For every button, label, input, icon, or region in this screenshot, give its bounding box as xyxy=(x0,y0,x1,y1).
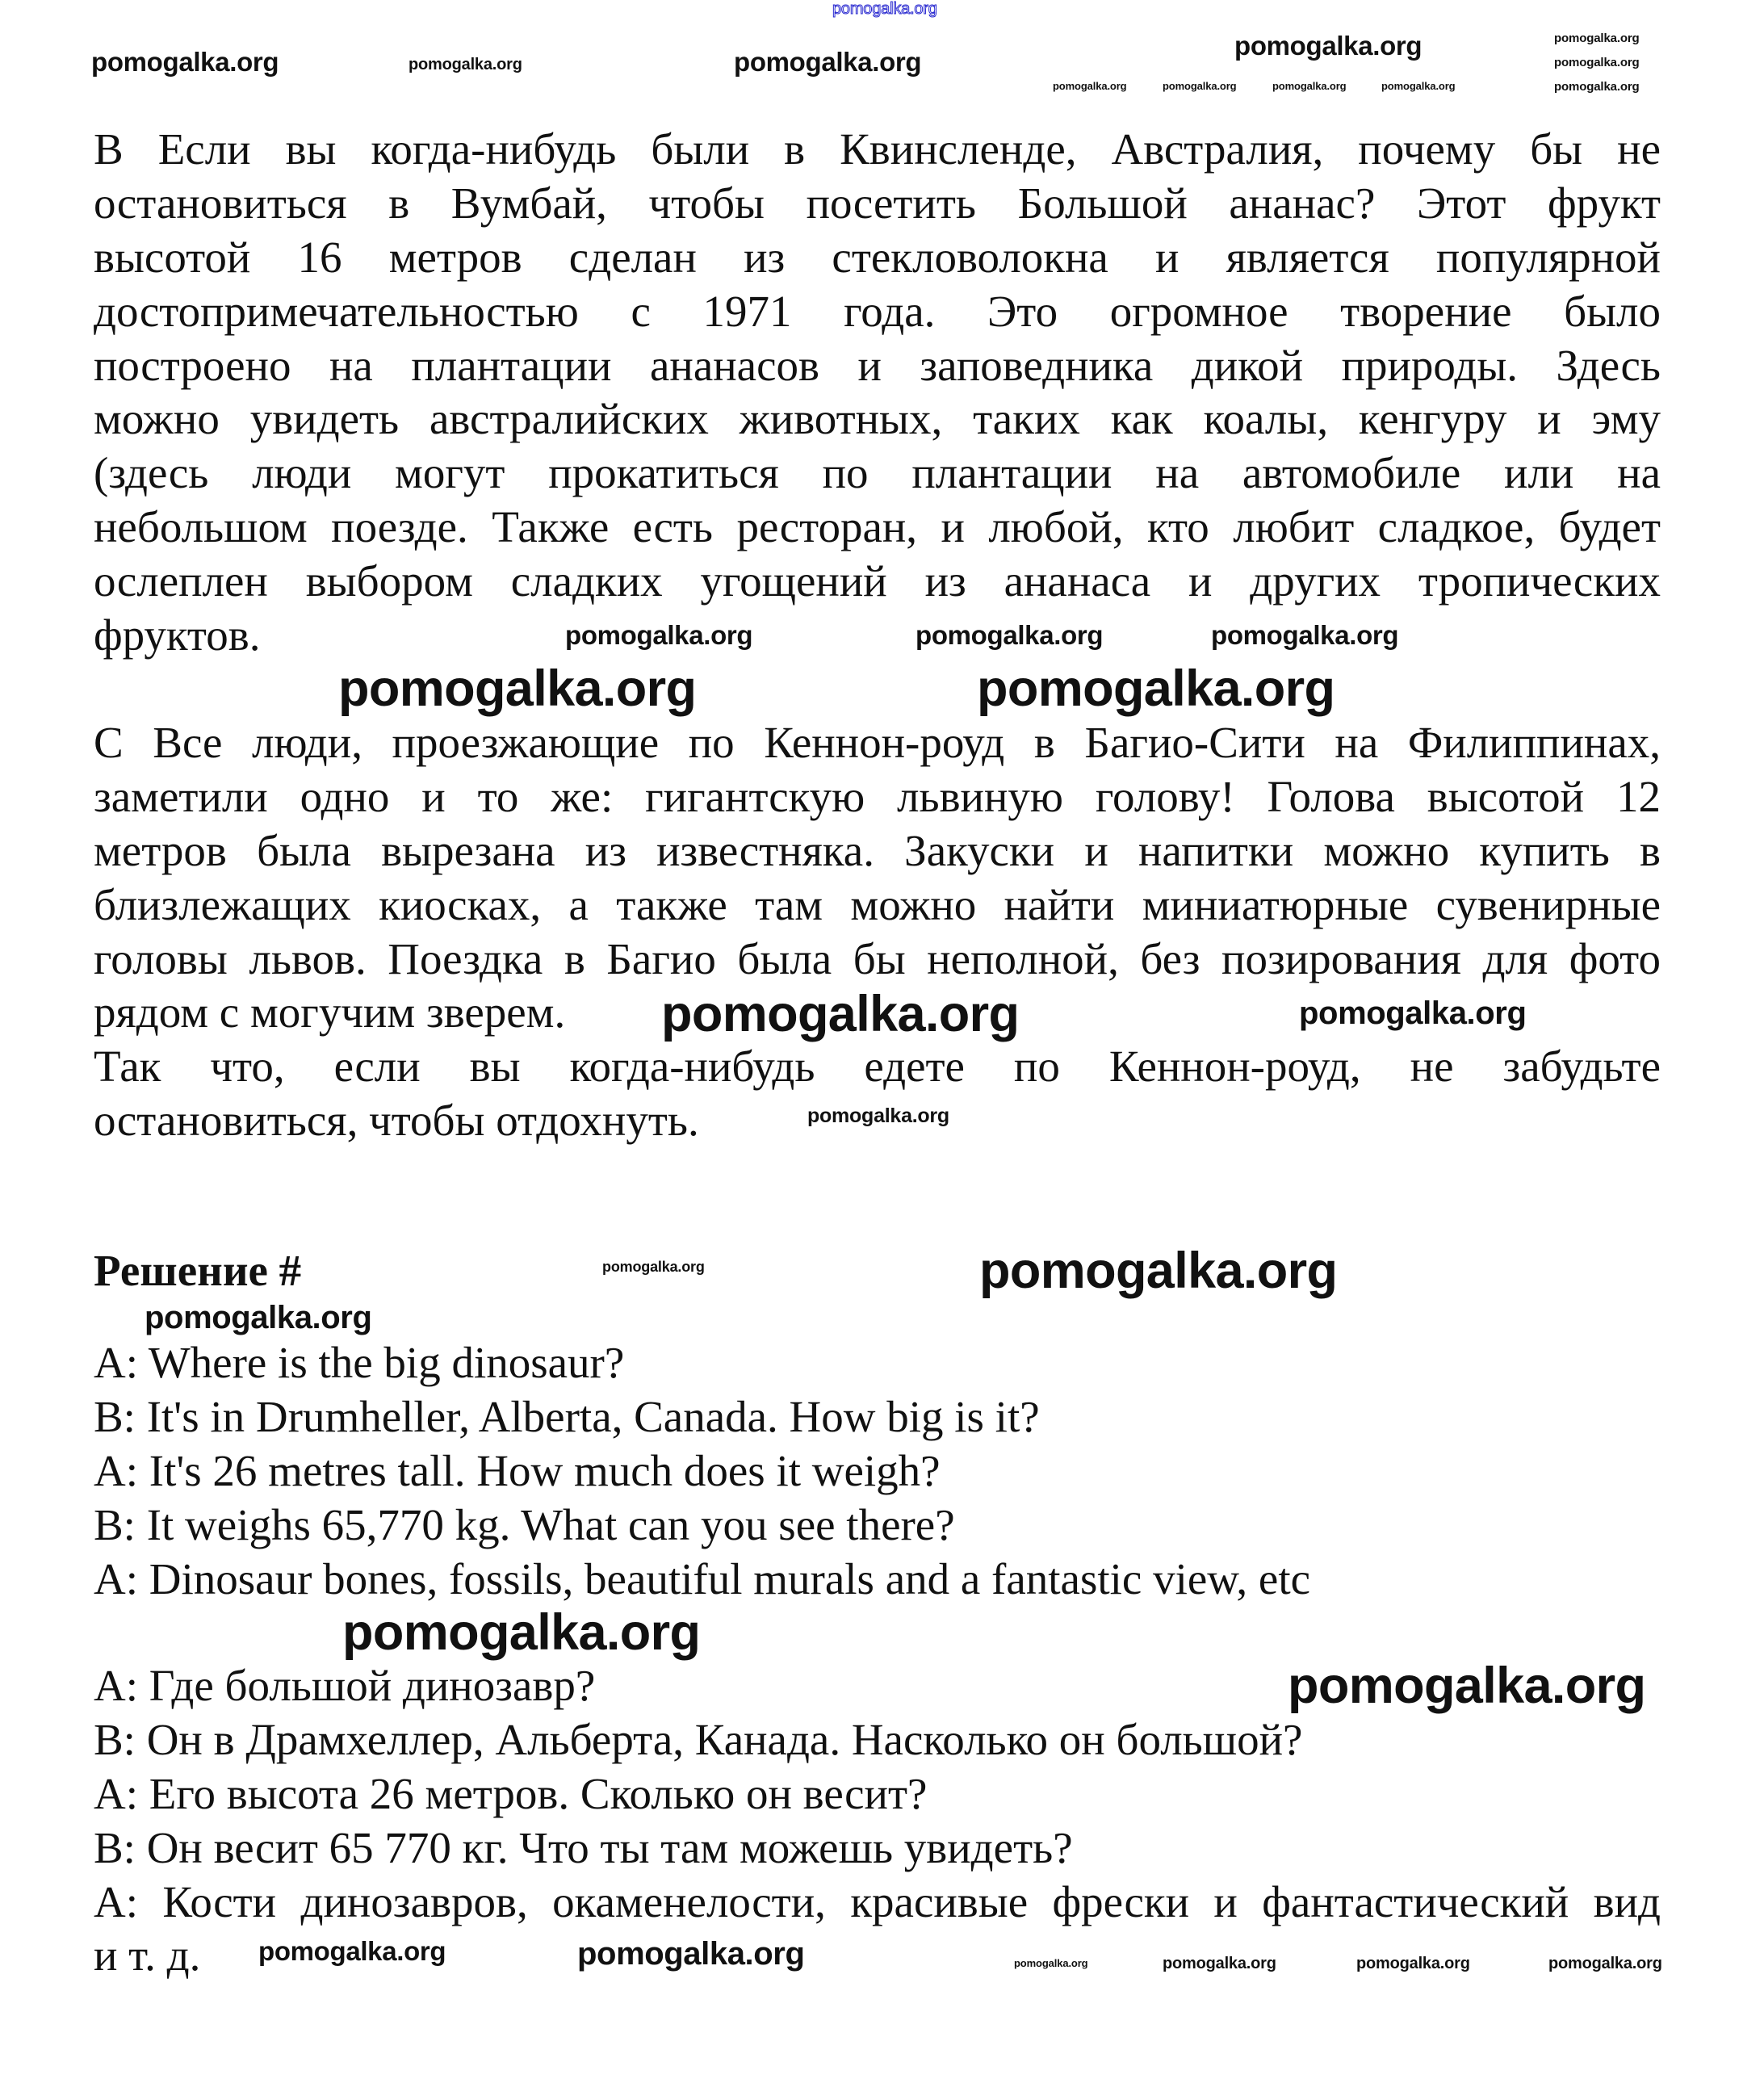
watermark: pomogalka.org xyxy=(1356,1955,1470,1972)
text-line: ослеплен выбором сладких угощений из ананаса и других тропических xyxy=(94,556,1661,606)
watermark: pomogalka.org xyxy=(1288,1658,1646,1714)
watermark: pomogalka.org xyxy=(1299,996,1527,1031)
watermark: pomogalka.org xyxy=(807,1104,949,1127)
text-line: остановиться в Вумбай, чтобы посетить Большой ананас? Этот фрукт xyxy=(94,178,1661,228)
text-line: Так что, если вы когда-нибудь едете по Кеннон-роуд, не забудьте xyxy=(94,1042,1661,1092)
watermark: pomogalka.org xyxy=(409,56,522,73)
watermark: pomogalka.org xyxy=(1381,80,1456,92)
dialogue-line: A: Where is the big dinosaur? xyxy=(94,1338,625,1387)
text-line: метров была вырезана из известняка. Закуски и напитки можно купить в xyxy=(94,825,1661,875)
watermark: pomogalka.org xyxy=(661,986,1020,1042)
watermark: pomogalka.org xyxy=(979,1243,1338,1299)
watermark: pomogalka.org xyxy=(342,1604,701,1661)
watermark: pomogalka.org xyxy=(1554,80,1640,94)
text-line: небольшом поезде. Также есть ресторан, и любой, кто любит сладкое, будет xyxy=(94,502,1661,552)
text-line: близлежащих киосках, а также там можно найти миниатюрные сувенирные xyxy=(94,879,1661,929)
text-line: можно увидеть австралийских животных, таких как коалы, кенгуру и эму xyxy=(94,394,1661,444)
watermark: pomogalka.org xyxy=(145,1300,372,1335)
watermark: pomogalka.org xyxy=(1554,31,1640,45)
dialogue-line: B: It's in Drumheller, Alberta, Canada. How big is it? xyxy=(94,1391,1040,1441)
paragraph-b xyxy=(94,123,1661,663)
text-line: построено на плантации ананасов и заповедника дикой природы. Здесь xyxy=(94,340,1661,390)
watermark: pomogalka.org xyxy=(1554,56,1640,69)
dialogue-line: В: Он в Драмхеллер, Альберта, Канада. Насколько он большой? xyxy=(94,1714,1303,1764)
solution-heading: Решение # xyxy=(94,1246,302,1295)
dialogue-line: B: It weighs 65,770 kg. What can you see there? xyxy=(94,1499,955,1549)
watermark: pomogalka.org xyxy=(338,660,697,717)
text-line: остановиться, чтобы отдохнуть. xyxy=(94,1096,699,1146)
text-line: достопримечательностью с 1971 года. Это огромное творение было xyxy=(94,286,1661,336)
watermark: pomogalka.org xyxy=(258,1936,446,1966)
watermark: pomogalka.org xyxy=(1163,80,1237,92)
watermark: pomogalka.org xyxy=(1548,1955,1662,1972)
watermark: pomogalka.org xyxy=(1053,80,1127,92)
dialogue-line: A: Dinosaur bones, fossils, beautiful murals and a fantastic view, etc xyxy=(94,1553,1311,1603)
watermark: pomogalka.org xyxy=(977,660,1335,717)
text-line: фруктов. xyxy=(94,610,261,660)
watermark: pomogalka.org xyxy=(1014,1957,1088,1969)
watermark: pomogalka.org xyxy=(734,47,922,77)
dialogue-line: А: Где большой динозавр? xyxy=(94,1661,596,1710)
text-line: В Если вы когда-нибудь были в Квинсленде, Австралия, почему бы не xyxy=(94,124,1661,174)
dialogue-line: А: Кости динозавров, окаменелости, красивые фрески и фантастический вид xyxy=(94,1876,1661,1926)
watermark: pomogalka.org xyxy=(1272,80,1347,92)
watermark: pomogalka.org xyxy=(916,620,1104,650)
watermark: pomogalka.org xyxy=(1234,31,1423,61)
watermark: pomogalka.org xyxy=(91,47,279,77)
watermark: pomogalka.org xyxy=(602,1259,705,1275)
text-line: рядом с могучим зверем. xyxy=(94,987,566,1037)
dialogue-line: A: It's 26 metres tall. How much does it weigh? xyxy=(94,1445,941,1495)
text-line: высотой 16 метров сделан из стекловолокна и является популярной xyxy=(94,232,1661,282)
paragraph-c xyxy=(94,716,1661,1148)
dialogue-line: В: Он весит 65 770 кг. Что ты там можешь увидеть? xyxy=(94,1822,1073,1872)
dialogue-line: и т. д. xyxy=(94,1930,201,1981)
dialogue-line: А: Его высота 26 метров. Сколько он весит? xyxy=(94,1768,928,1818)
text-line: головы львов. Поездка в Багио была бы неполной, без позирования для фото xyxy=(94,933,1661,983)
watermark: pomogalka.org xyxy=(565,620,753,650)
text-line: заметили одно и то же: гигантскую львиную голову! Голова высотой 12 xyxy=(94,771,1661,821)
watermark: pomogalka.org xyxy=(832,0,937,18)
watermark: pomogalka.org xyxy=(577,1936,805,1972)
watermark: pomogalka.org xyxy=(1211,620,1399,650)
dialogue-english xyxy=(94,1336,1661,1606)
text-line: (здесь люди могут прокатиться по плантации на автомобиле или на xyxy=(94,448,1661,498)
text-line: С Все люди, проезжающие по Кеннон-роуд в Багио-Сити на Филиппинах, xyxy=(94,718,1661,767)
watermark: pomogalka.org xyxy=(1163,1955,1276,1972)
